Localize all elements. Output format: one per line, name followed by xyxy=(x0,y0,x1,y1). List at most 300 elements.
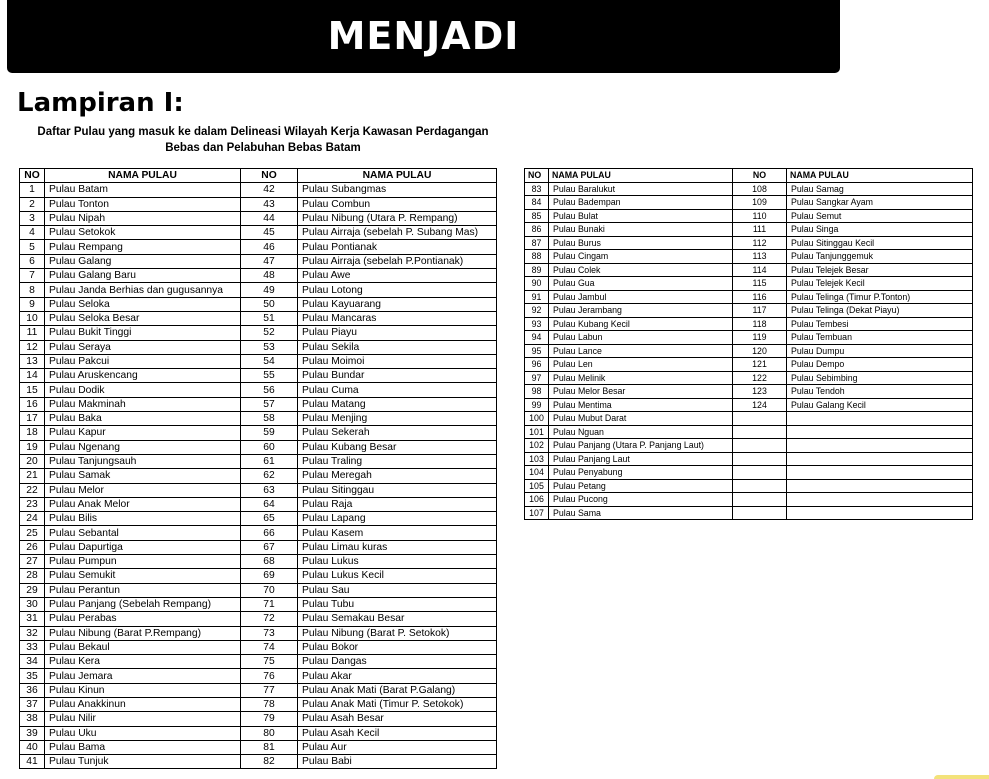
island-number-cell: 61 xyxy=(241,454,298,468)
island-name-cell: Pulau Sekerah xyxy=(298,426,497,440)
island-name-cell: Pulau Nipah xyxy=(45,211,241,225)
island-name-cell: Pulau Kubang Kecil xyxy=(549,317,733,331)
island-name-cell: Pulau Lance xyxy=(549,344,733,358)
island-name-cell: Pulau Jemara xyxy=(45,669,241,683)
island-name-cell: Pulau Samag xyxy=(787,182,973,196)
island-name-cell: Pulau Janda Berhias dan gugusannya xyxy=(45,283,241,297)
island-name-cell: Pulau Mancaras xyxy=(298,311,497,325)
island-name-cell: Pulau Combun xyxy=(298,197,497,211)
table-row xyxy=(20,454,497,468)
subtitle-line-2: Bebas dan Pelabuhan Bebas Batam xyxy=(165,142,361,154)
island-number-cell: 11 xyxy=(20,326,45,340)
island-name-cell: Pulau Gua xyxy=(549,277,733,291)
island-number-cell: 9 xyxy=(20,297,45,311)
island-number-cell: 51 xyxy=(241,311,298,325)
island-name-cell: Pulau Kasem xyxy=(298,526,497,540)
island-name-cell: Pulau Bundar xyxy=(298,369,497,383)
island-name-cell xyxy=(787,466,973,480)
island-number-cell: 119 xyxy=(733,331,787,345)
island-number-cell: 63 xyxy=(241,483,298,497)
island-number-cell: 13 xyxy=(20,354,45,368)
island-name-cell: Pulau Galang Kecil xyxy=(787,398,973,412)
island-name-cell xyxy=(787,452,973,466)
island-number-cell: 67 xyxy=(241,540,298,554)
island-number-cell: 121 xyxy=(733,358,787,372)
island-number-cell: 12 xyxy=(20,340,45,354)
island-number-cell: 113 xyxy=(733,250,787,264)
island-number-cell: 34 xyxy=(20,655,45,669)
island-name-cell: Pulau Kapur xyxy=(45,426,241,440)
table-row xyxy=(525,196,973,210)
island-name-cell: Pulau Nibung (Barat P. Setokok) xyxy=(298,626,497,640)
island-number-cell: 62 xyxy=(241,469,298,483)
island-number-cell: 112 xyxy=(733,236,787,250)
island-name-cell: Pulau Dempo xyxy=(787,358,973,372)
island-name-cell: Pulau Colek xyxy=(549,263,733,277)
island-name-cell: Pulau Meregah xyxy=(298,469,497,483)
island-number-cell: 85 xyxy=(525,209,549,223)
corner-decoration xyxy=(934,775,989,779)
island-number-cell: 18 xyxy=(20,426,45,440)
table-row xyxy=(20,597,497,611)
island-name-cell: Pulau Tunjuk xyxy=(45,755,241,769)
table-row xyxy=(20,483,497,497)
island-number-cell: 93 xyxy=(525,317,549,331)
island-name-cell: Pulau Dangas xyxy=(298,655,497,669)
island-name-cell: Pulau Jerambang xyxy=(549,304,733,318)
island-name-cell: Pulau Bukit Tinggi xyxy=(45,326,241,340)
table-row xyxy=(20,555,497,569)
island-number-cell: 55 xyxy=(241,369,298,383)
table-row xyxy=(525,398,973,412)
island-name-cell: Pulau Lotong xyxy=(298,283,497,297)
island-number-cell: 25 xyxy=(20,526,45,540)
island-number-cell: 110 xyxy=(733,209,787,223)
island-name-cell: Pulau Subangmas xyxy=(298,183,497,197)
island-name-cell xyxy=(787,506,973,520)
island-name-cell: Pulau Mubut Darat xyxy=(549,412,733,426)
island-name-cell: Pulau Bama xyxy=(45,740,241,754)
island-name-cell: Pulau Kera xyxy=(45,655,241,669)
island-name-cell: Pulau Badempan xyxy=(549,196,733,210)
column-header-no: NO xyxy=(525,169,549,183)
island-name-cell: Pulau Rempang xyxy=(45,240,241,254)
island-name-cell xyxy=(787,439,973,453)
island-number-cell: 60 xyxy=(241,440,298,454)
island-number-cell: 30 xyxy=(20,597,45,611)
document-subtitle xyxy=(18,124,508,156)
island-name-cell: Pulau Perabas xyxy=(45,612,241,626)
island-name-cell xyxy=(787,479,973,493)
island-name-cell: Pulau Lukus Kecil xyxy=(298,569,497,583)
island-number-cell: 4 xyxy=(20,226,45,240)
island-name-cell: Pulau Galang Baru xyxy=(45,269,241,283)
island-number-cell: 109 xyxy=(733,196,787,210)
island-name-cell: Pulau Singa xyxy=(787,223,973,237)
island-number-cell: 81 xyxy=(241,740,298,754)
island-number-cell: 38 xyxy=(20,712,45,726)
island-number-cell: 100 xyxy=(525,412,549,426)
table-row xyxy=(20,726,497,740)
table-row xyxy=(525,466,973,480)
island-number-cell: 115 xyxy=(733,277,787,291)
island-name-cell: Pulau Asah Besar xyxy=(298,712,497,726)
island-number-cell: 89 xyxy=(525,263,549,277)
island-name-cell: Pulau Lukus xyxy=(298,555,497,569)
island-name-cell: Pulau Tanjungsauh xyxy=(45,454,241,468)
page-heading: Lampiran I: xyxy=(17,88,184,118)
table-row xyxy=(20,197,497,211)
island-number-cell: 72 xyxy=(241,612,298,626)
table-row xyxy=(20,669,497,683)
island-number-cell: 23 xyxy=(20,497,45,511)
table-row xyxy=(525,304,973,318)
island-number-cell: 3 xyxy=(20,211,45,225)
column-header-no: NO xyxy=(733,169,787,183)
island-number-cell: 53 xyxy=(241,340,298,354)
island-name-cell: Pulau Melor Besar xyxy=(549,385,733,399)
island-number-cell: 104 xyxy=(525,466,549,480)
island-name-cell: Pulau Semukit xyxy=(45,569,241,583)
table-row xyxy=(20,626,497,640)
island-name-cell: Pulau Baka xyxy=(45,412,241,426)
island-name-cell: Pulau Traling xyxy=(298,454,497,468)
table-row xyxy=(525,290,973,304)
island-name-cell: Pulau Airraja (sebelah P. Subang Mas) xyxy=(298,226,497,240)
island-name-cell: Pulau Menjing xyxy=(298,412,497,426)
island-number-cell: 14 xyxy=(20,369,45,383)
island-number-cell: 52 xyxy=(241,326,298,340)
table-row xyxy=(20,712,497,726)
island-number-cell: 105 xyxy=(525,479,549,493)
island-number-cell: 90 xyxy=(525,277,549,291)
island-name-cell: Pulau Mentima xyxy=(549,398,733,412)
island-name-cell: Pulau Nibung (Barat P.Rempang) xyxy=(45,626,241,640)
table-header-row xyxy=(525,169,973,183)
island-number-cell: 83 xyxy=(525,182,549,196)
island-number-cell: 49 xyxy=(241,283,298,297)
island-name-cell: Pulau Kayuarang xyxy=(298,297,497,311)
island-name-cell: Pulau Cingam xyxy=(549,250,733,264)
column-header-name: NAMA PULAU xyxy=(298,169,497,183)
island-name-cell: Pulau Uku xyxy=(45,726,241,740)
table-row xyxy=(20,240,497,254)
column-header-no: NO xyxy=(20,169,45,183)
table-row xyxy=(525,358,973,372)
island-name-cell: Pulau Galang xyxy=(45,254,241,268)
island-number-cell: 59 xyxy=(241,426,298,440)
island-number-cell: 102 xyxy=(525,439,549,453)
island-number-cell: 86 xyxy=(525,223,549,237)
island-name-cell: Pulau Bulat xyxy=(549,209,733,223)
island-number-cell: 33 xyxy=(20,640,45,654)
island-name-cell: Pulau Sebimbing xyxy=(787,371,973,385)
table-row xyxy=(20,369,497,383)
island-number-cell: 79 xyxy=(241,712,298,726)
island-name-cell: Pulau Bunaki xyxy=(549,223,733,237)
table-row xyxy=(20,354,497,368)
island-name-cell: Pulau Aur xyxy=(298,740,497,754)
island-number-cell: 24 xyxy=(20,512,45,526)
island-number-cell xyxy=(733,439,787,453)
table-row xyxy=(525,506,973,520)
island-number-cell: 41 xyxy=(20,755,45,769)
island-name-cell: Pulau Matang xyxy=(298,397,497,411)
table-row xyxy=(525,331,973,345)
island-number-cell: 1 xyxy=(20,183,45,197)
island-number-cell: 54 xyxy=(241,354,298,368)
island-number-cell: 73 xyxy=(241,626,298,640)
island-name-cell: Pulau Moimoi xyxy=(298,354,497,368)
island-number-cell: 94 xyxy=(525,331,549,345)
table-row xyxy=(20,540,497,554)
island-name-cell: Pulau Pontianak xyxy=(298,240,497,254)
island-name-cell: Pulau Piayu xyxy=(298,326,497,340)
island-name-cell: Pulau Pucong xyxy=(549,493,733,507)
island-name-cell: Pulau Kinun xyxy=(45,683,241,697)
table-row xyxy=(525,209,973,223)
island-name-cell: Pulau Raja xyxy=(298,497,497,511)
island-number-cell: 84 xyxy=(525,196,549,210)
island-name-cell: Pulau Sitinggau Kecil xyxy=(787,236,973,250)
island-number-cell: 69 xyxy=(241,569,298,583)
table-row xyxy=(525,425,973,439)
island-name-cell: Pulau Samak xyxy=(45,469,241,483)
island-number-cell: 5 xyxy=(20,240,45,254)
island-name-cell: Pulau Lapang xyxy=(298,512,497,526)
island-number-cell xyxy=(733,412,787,426)
banner-title: MENJADI xyxy=(327,14,520,58)
island-number-cell: 111 xyxy=(733,223,787,237)
island-number-cell: 39 xyxy=(20,726,45,740)
table-row xyxy=(20,340,497,354)
island-number-cell: 107 xyxy=(525,506,549,520)
island-name-cell: Pulau Tubu xyxy=(298,597,497,611)
island-number-cell: 47 xyxy=(241,254,298,268)
island-name-cell: Pulau Sau xyxy=(298,583,497,597)
island-name-cell: Pulau Babi xyxy=(298,755,497,769)
island-number-cell: 15 xyxy=(20,383,45,397)
table-row xyxy=(525,223,973,237)
island-number-cell: 31 xyxy=(20,612,45,626)
table-row xyxy=(20,412,497,426)
island-name-cell: Pulau Dapurtiga xyxy=(45,540,241,554)
island-name-cell: Pulau Semut xyxy=(787,209,973,223)
island-name-cell: Pulau Nibung (Utara P. Rempang) xyxy=(298,211,497,225)
table-row xyxy=(20,426,497,440)
table-row xyxy=(525,479,973,493)
island-name-cell: Pulau Akar xyxy=(298,669,497,683)
island-number-cell: 29 xyxy=(20,583,45,597)
island-number-cell: 91 xyxy=(525,290,549,304)
island-name-cell: Pulau Baralukut xyxy=(549,182,733,196)
island-number-cell: 99 xyxy=(525,398,549,412)
table-row xyxy=(20,526,497,540)
table-row xyxy=(20,683,497,697)
island-name-cell: Pulau Pakcui xyxy=(45,354,241,368)
island-name-cell: Pulau Cuma xyxy=(298,383,497,397)
island-name-cell: Pulau Seloka Besar xyxy=(45,311,241,325)
island-name-cell: Pulau Nguan xyxy=(549,425,733,439)
island-number-cell: 28 xyxy=(20,569,45,583)
island-number-cell: 87 xyxy=(525,236,549,250)
column-header-name: NAMA PULAU xyxy=(45,169,241,183)
island-number-cell: 48 xyxy=(241,269,298,283)
table-row xyxy=(525,263,973,277)
island-name-cell: Pulau Limau kuras xyxy=(298,540,497,554)
column-header-name: NAMA PULAU xyxy=(549,169,733,183)
island-number-cell: 68 xyxy=(241,555,298,569)
island-name-cell: Pulau Anak Mati (Timur P. Setokok) xyxy=(298,697,497,711)
table-row xyxy=(20,226,497,240)
table-row xyxy=(525,371,973,385)
table-row xyxy=(20,583,497,597)
table-row xyxy=(20,640,497,654)
island-number-cell: 32 xyxy=(20,626,45,640)
island-number-cell: 22 xyxy=(20,483,45,497)
header-banner xyxy=(7,0,840,73)
table-row xyxy=(525,439,973,453)
island-name-cell: Pulau Bokor xyxy=(298,640,497,654)
island-number-cell xyxy=(733,452,787,466)
island-name-cell: Pulau Panjang Laut xyxy=(549,452,733,466)
island-name-cell: Pulau Tembuan xyxy=(787,331,973,345)
table-row xyxy=(20,612,497,626)
table-row xyxy=(20,297,497,311)
island-name-cell: Pulau Makminah xyxy=(45,397,241,411)
island-number-cell xyxy=(733,479,787,493)
island-name-cell: Pulau Burus xyxy=(549,236,733,250)
island-name-cell: Pulau Seraya xyxy=(45,340,241,354)
table-row xyxy=(525,344,973,358)
island-number-cell: 80 xyxy=(241,726,298,740)
island-name-cell: Pulau Dodik xyxy=(45,383,241,397)
table-row xyxy=(20,655,497,669)
island-number-cell: 108 xyxy=(733,182,787,196)
table-row xyxy=(20,311,497,325)
island-name-cell xyxy=(787,412,973,426)
table-header-row xyxy=(20,169,497,183)
island-number-cell: 8 xyxy=(20,283,45,297)
island-number-cell: 10 xyxy=(20,311,45,325)
table-row xyxy=(20,697,497,711)
island-name-cell: Pulau Telinga (Dekat Piayu) xyxy=(787,304,973,318)
table-row xyxy=(20,326,497,340)
island-number-cell: 70 xyxy=(241,583,298,597)
table-row xyxy=(20,283,497,297)
island-number-cell: 45 xyxy=(241,226,298,240)
island-name-cell: Pulau Len xyxy=(549,358,733,372)
island-number-cell: 57 xyxy=(241,397,298,411)
table-row xyxy=(20,211,497,225)
table-row xyxy=(525,317,973,331)
island-number-cell: 42 xyxy=(241,183,298,197)
island-number-cell: 20 xyxy=(20,454,45,468)
island-number-cell: 101 xyxy=(525,425,549,439)
column-header-name: NAMA PULAU xyxy=(787,169,973,183)
island-name-cell: Pulau Asah Kecil xyxy=(298,726,497,740)
island-number-cell: 71 xyxy=(241,597,298,611)
table-row xyxy=(525,250,973,264)
table-row xyxy=(525,452,973,466)
island-number-cell: 21 xyxy=(20,469,45,483)
island-name-cell: Pulau Sangkar Ayam xyxy=(787,196,973,210)
island-name-cell: Pulau Penyabung xyxy=(549,466,733,480)
island-name-cell: Pulau Kubang Besar xyxy=(298,440,497,454)
island-number-cell: 95 xyxy=(525,344,549,358)
table-row xyxy=(20,383,497,397)
island-number-cell: 75 xyxy=(241,655,298,669)
table-row xyxy=(20,497,497,511)
table-row xyxy=(20,183,497,197)
island-number-cell: 17 xyxy=(20,412,45,426)
island-number-cell: 46 xyxy=(241,240,298,254)
island-number-cell: 74 xyxy=(241,640,298,654)
island-number-cell: 43 xyxy=(241,197,298,211)
island-name-cell: Pulau Anakkinun xyxy=(45,697,241,711)
island-name-cell: Pulau Tanjunggemuk xyxy=(787,250,973,264)
island-name-cell: Pulau Ngenang xyxy=(45,440,241,454)
island-name-cell: Pulau Melinik xyxy=(549,371,733,385)
table-row xyxy=(525,385,973,399)
table-row xyxy=(20,440,497,454)
island-name-cell: Pulau Awe xyxy=(298,269,497,283)
island-name-cell: Pulau Melor xyxy=(45,483,241,497)
island-number-cell: 88 xyxy=(525,250,549,264)
table-row xyxy=(525,236,973,250)
island-number-cell: 82 xyxy=(241,755,298,769)
island-name-cell: Pulau Semakau Besar xyxy=(298,612,497,626)
island-number-cell: 6 xyxy=(20,254,45,268)
island-name-cell: Pulau Petang xyxy=(549,479,733,493)
island-number-cell: 76 xyxy=(241,669,298,683)
island-number-cell: 65 xyxy=(241,512,298,526)
island-name-cell: Pulau Nilir xyxy=(45,712,241,726)
island-number-cell: 117 xyxy=(733,304,787,318)
island-name-cell: Pulau Dumpu xyxy=(787,344,973,358)
island-name-cell: Pulau Telejek Besar xyxy=(787,263,973,277)
island-number-cell: 97 xyxy=(525,371,549,385)
island-name-cell: Pulau Sama xyxy=(549,506,733,520)
island-name-cell xyxy=(787,493,973,507)
island-number-cell: 35 xyxy=(20,669,45,683)
island-name-cell: Pulau Batam xyxy=(45,183,241,197)
island-table-right xyxy=(524,168,973,520)
island-number-cell: 123 xyxy=(733,385,787,399)
island-name-cell: Pulau Sebantal xyxy=(45,526,241,540)
island-number-cell: 66 xyxy=(241,526,298,540)
island-number-cell: 7 xyxy=(20,269,45,283)
island-number-cell: 122 xyxy=(733,371,787,385)
island-name-cell: Pulau Jambul xyxy=(549,290,733,304)
island-number-cell: 103 xyxy=(525,452,549,466)
island-number-cell xyxy=(733,425,787,439)
island-number-cell: 116 xyxy=(733,290,787,304)
island-name-cell: Pulau Bilis xyxy=(45,512,241,526)
island-name-cell: Pulau Panjang (Utara P. Panjang Laut) xyxy=(549,439,733,453)
island-name-cell xyxy=(787,425,973,439)
island-name-cell: Pulau Pumpun xyxy=(45,555,241,569)
island-number-cell: 96 xyxy=(525,358,549,372)
island-number-cell: 37 xyxy=(20,697,45,711)
island-number-cell: 77 xyxy=(241,683,298,697)
island-number-cell xyxy=(733,506,787,520)
island-name-cell: Pulau Telejek Kecil xyxy=(787,277,973,291)
island-name-cell: Pulau Aruskencang xyxy=(45,369,241,383)
island-name-cell: Pulau Tembesi xyxy=(787,317,973,331)
table-row xyxy=(20,740,497,754)
island-number-cell: 50 xyxy=(241,297,298,311)
